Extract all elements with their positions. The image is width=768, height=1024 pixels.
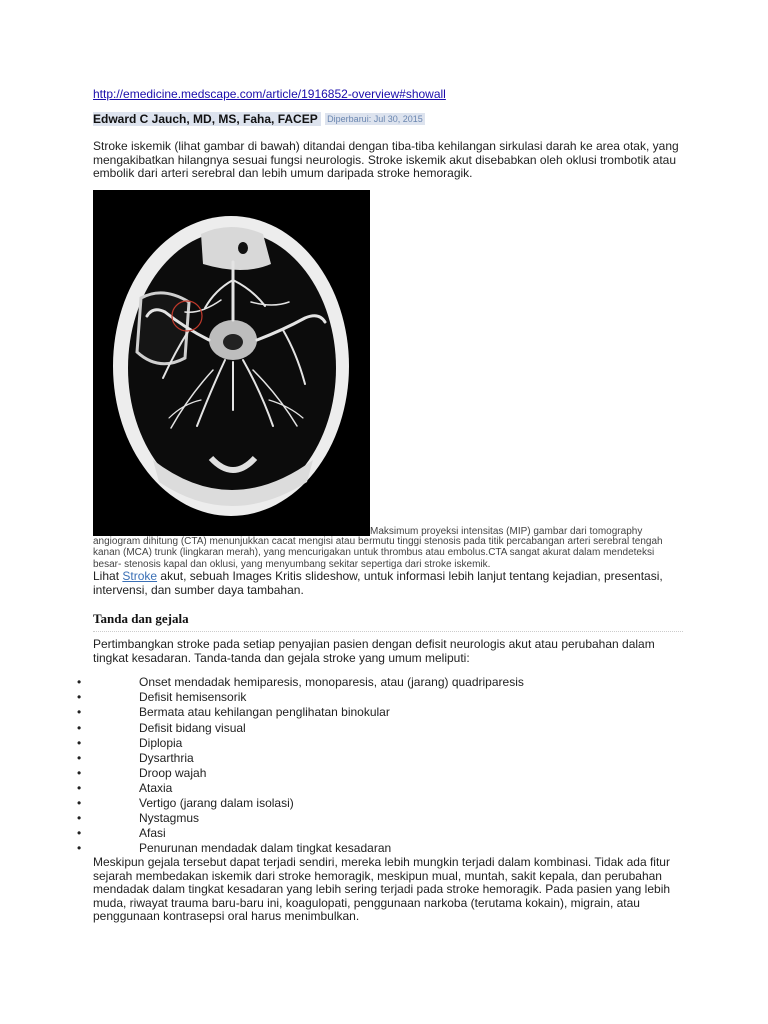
section-heading: Tanda dan gejala	[93, 611, 683, 632]
closing-paragraph: Meskipun gejala tersebut dapat terjadi sendiri, mereka lebih mungkin terjadi dalam kombinasi. Tidak ada fitur sejarah membedakan iskemik dari stroke hemoragik, meskipun mual, muntah, sakit kepala, dan perubahan mendadak dalam tingkat kesadaran yang lebih sering terjadi pada stroke hemoragik. Pada pasien yang lebih muda, riwayat trauma baru-baru ini, koagulopati, penggunaan narkoba (terutama kokain), migrain, atau penggunaan kontrasepsi oral harus menimbulkan.	[93, 855, 671, 924]
bullet-icon: •	[77, 811, 82, 826]
list-item-text: Dysarthria	[139, 750, 194, 765]
bullet-icon: •	[77, 780, 82, 795]
list-item	[77, 841, 683, 856]
list-item	[77, 705, 683, 720]
bullet-icon: •	[77, 841, 82, 856]
section-intro: Pertimbangkan stroke pada setiap penyajian pasien dengan defisit neurologis akut atau perubahan dalam tingkat kesadaran. Tanda-tanda dan gejala stroke yang umum meliputi:	[93, 637, 655, 665]
figure-caption-first-line: Maksimum proyeksi intensitas (MIP) gambar dari tomography	[370, 525, 643, 537]
intro-paragraph: Stroke iskemik (lihat gambar di bawah) ditandai dengan tiba-tiba kehilangan sirkulasi darah ke area otak, yang mengakibatkan hilangnya sesuai fungsi neurologis. Stroke iskemik akut disebabkan oleh oklusi trombotik atau embolik dari arteri serebral dan lebih umum daripada stroke hemoragik.	[93, 139, 679, 180]
list-item	[77, 751, 683, 766]
list-item	[77, 766, 683, 781]
see-prefix: Lihat	[93, 569, 120, 584]
bullet-icon: •	[77, 735, 82, 750]
bullet-icon: •	[77, 765, 82, 780]
list-item	[77, 796, 683, 811]
author-line	[93, 110, 683, 128]
list-item	[77, 811, 683, 826]
source-link[interactable]: http://emedicine.medscape.com/article/1916852-overview#showall	[93, 87, 446, 101]
list-item	[77, 690, 683, 705]
stroke-link[interactable]: Stroke	[122, 569, 158, 584]
list-item-text: Defisit hemisensorik	[139, 690, 247, 705]
list-item	[77, 721, 683, 736]
list-item-text: Vertigo (jarang dalam isolasi)	[139, 796, 294, 811]
list-item	[77, 781, 683, 796]
bullet-icon: •	[77, 705, 82, 720]
figure	[93, 190, 683, 536]
list-item-text: Diplopia	[139, 735, 183, 750]
ct-angiogram-image	[93, 190, 370, 536]
document-page	[77, 86, 683, 924]
list-item-text: Nystagmus	[139, 811, 200, 826]
bullet-icon: •	[77, 750, 82, 765]
symptom-list	[77, 675, 683, 856]
updated-date: Diperbarui: Jul 30, 2015	[327, 114, 423, 124]
list-item	[77, 736, 683, 751]
bullet-icon: •	[77, 796, 82, 811]
list-item-text: Bermata atau kehilangan penglihatan binokular	[139, 705, 390, 720]
list-item-text: Droop wajah	[139, 765, 207, 780]
figure-caption: angiogram dihitung (CTA) menunjukkan cacat mengisi atau bermutu tinggi stenosis pada titik percabangan arteri serebral tengah kanan (MCA) trunk (lingkaran merah), yang mencurigakan untuk thrombus atau embolus.CTA sangat akurat dalam mendeteksi besar- stenosis kapal dan oklusi, yang menyumbang sekitar sepertiga dari stroke iskemik.	[93, 535, 663, 570]
list-item-text: Ataxia	[139, 780, 173, 795]
bullet-icon: •	[77, 675, 82, 690]
list-item-text: Onset mendadak hemiparesis, monoparesis, atau (jarang) quadriparesis	[139, 675, 524, 690]
list-item	[77, 675, 683, 690]
bullet-icon: •	[77, 720, 82, 735]
list-item-text: Afasi	[139, 826, 166, 841]
see-also-line	[93, 570, 683, 597]
bullet-icon: •	[77, 690, 82, 705]
bullet-icon: •	[77, 826, 82, 841]
list-item-text: Defisit bidang visual	[139, 720, 246, 735]
see-suffix: akut, sebuah Images Kritis slideshow, untuk informasi lebih lanjut tentang kejadian, presentasi, intervensi, dan sumber daya tambahan.	[93, 569, 663, 597]
author-name: Edward C Jauch, MD, MS, Faha, FACEP	[93, 112, 321, 126]
list-item-text: Penurunan mendadak dalam tingkat kesadaran	[139, 841, 392, 856]
list-item	[77, 826, 683, 841]
